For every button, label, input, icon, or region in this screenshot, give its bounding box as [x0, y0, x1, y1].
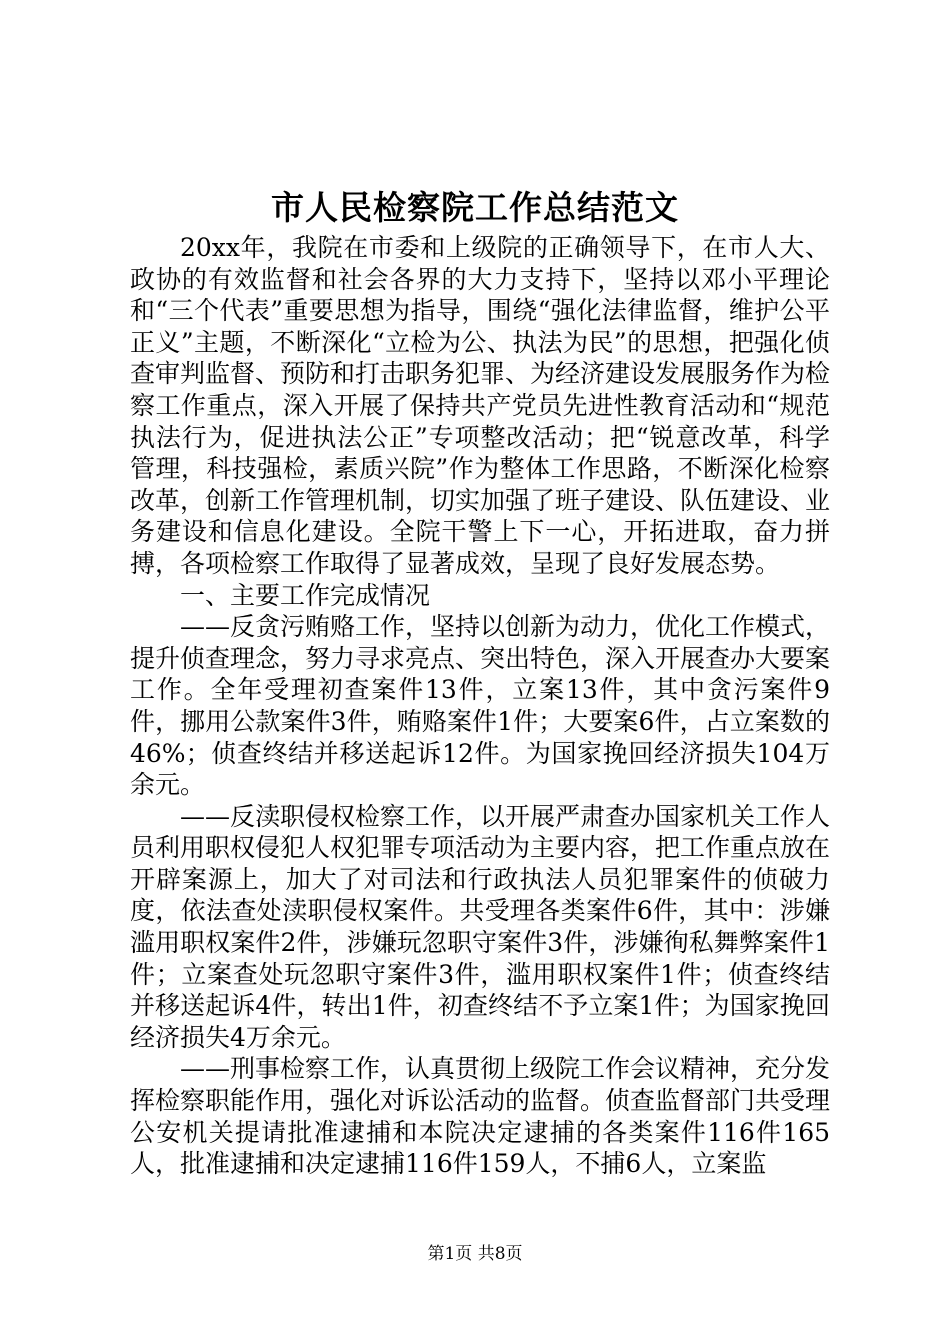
anti-corruption-paragraph: ——反贪污贿赂工作，坚持以创新为动力，优化工作模式，提升侦查理念，努力寻求亮点、突出特色，深入开展查办大要案工作。全年受理初查案件13件，立案13件，其中贪污案件9件，挪用公款案件3件，贿赂案件1件；大要案6件，占立案数的46%；侦查终结并移送起诉12件。为国家挽回经济损失104万余元。 [130, 612, 831, 800]
criminal-prosecution-paragraph: ——刑事检察工作，认真贯彻上级院工作会议精神，充分发挥检察职能作用，强化对诉讼活动的监督。侦查监督部门共受理公安机关提请批准逮捕和本院决定逮捕的各类案件116件165人，批准逮捕和决定逮捕116件159人，不捕6人，立案监 [130, 1054, 831, 1179]
section-heading: 一、主要工作完成情况 [180, 580, 431, 610]
dereliction-paragraph: ——反渎职侵权检察工作，以开展严肃查办国家机关工作人员利用职权侵犯人权犯罪专项活动为主要内容，把工作重点放在开辟案源上，加大了对司法和行政执法人员犯罪案件的侦破力度，依法查处渎职侵权案件。共受理各类案件6件，其中：涉嫌滥用职权案件2件，涉嫌玩忽职守案件3件，涉嫌徇私舞弊案件1件；立案查处玩忽职守案件3件，滥用职权案件1件；侦查终结并移送起诉4件，转出1件，初查终结不予立案1件；为国家挽回经济损失4万余元。 [130, 801, 831, 1052]
page-number-footer: 第1页 共8页 [427, 1244, 523, 1264]
intro-paragraph: 20xx年，我院在市委和上级院的正确领导下，在市人大、政协的有效监督和社会各界的大力支持下，坚持以邓小平理论和“三个代表”重要思想为指导，围绕“强化法律监督，维护公平正义”主题，不断深化“立检为公、执法为民”的思想，把强化侦查审判监督、预防和打击职务犯罪、为经济建设发展服务作为检察工作重点，深入开展了保持共产党员先进性教育活动和“规范执法行为，促进执法公正”专项整改活动；把“锐意改革，科学管理，科技强检，素质兴院”作为整体工作思路，不断深化检察改革，创新工作管理机制，切实加强了班子建设、队伍建设、业务建设和信息化建设。全院干警上下一心，开拓进取，奋力拼搏，各项检察工作取得了显著成效，呈现了良好发展态势。 [130, 233, 831, 578]
document-body [130, 232, 830, 1180]
document-title: 市人民检察院工作总结范文 [271, 188, 679, 227]
